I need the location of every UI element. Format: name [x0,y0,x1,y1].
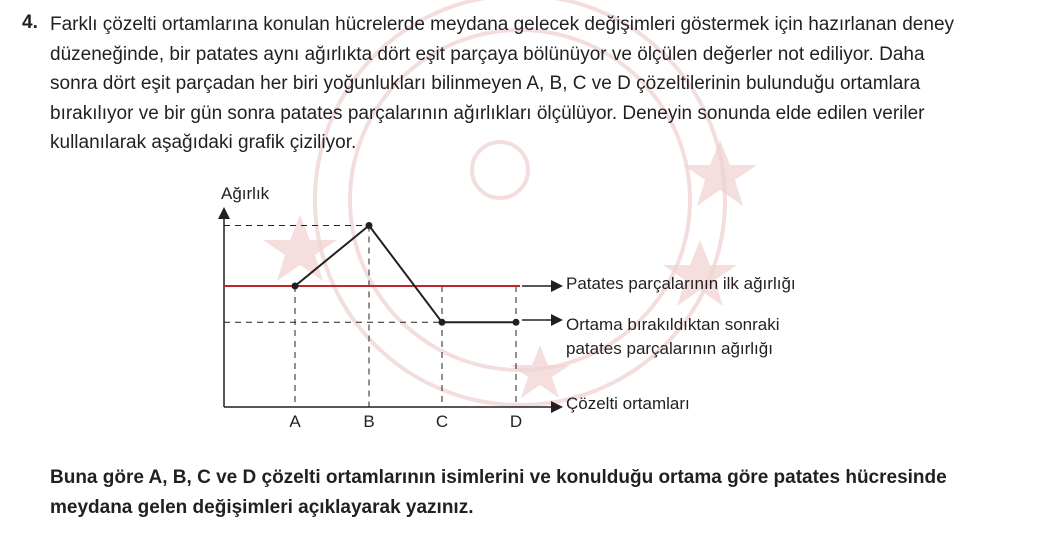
paragraph-line: bırakılıyor ve bir gün sonra patates parçalarının ağırlıkları ölçülüyor. Deneyin sonunda elde edilen veriler [50,102,925,124]
paragraph-line: düzeneğinde, bir patates aynı ağırlıkta dört eşit parçaya bölünüyor ve ölçülen değerler not ediliyor. Daha [50,43,925,65]
legend-initial-label: Patates parçalarının ilk ağırlığı [566,274,796,293]
paragraph-line: Farklı çözelti ortamlarına konulan hücrelerde meydana gelecek değişimleri göstermek için hazırlanan deney [50,14,955,35]
prompt-line: meydana gelen değişimleri açıklayarak yazınız. [50,497,474,518]
legend-after-label-line1: Ortama bırakıldıktan sonraki [566,315,780,334]
question-prompt [50,463,1050,523]
x-tick-label-c: C [435,412,449,431]
x-tick-label-d: D [509,412,523,431]
point-a [292,283,299,290]
series-after-weight-line [295,226,516,323]
x-tick-label-b: B [363,412,375,431]
point-b [366,222,373,229]
prompt-line: Buna göre A, B, C ve D çözelti ortamlarının isimlerini ve konulduğu ortama göre patates hücresinde [50,467,947,488]
paragraph-line: sonra dört eşit parçadan her biri yoğunlukları bilinmeyen A, B, C ve D çözeltilerinin bulunduğu ortamlara [50,73,921,94]
x-tick-label-a: A [289,412,301,431]
legend-after-label-line2: patates parçalarının ağırlığı [566,339,773,358]
paragraph-line: kullanılarak aşağıdaki grafik çiziliyor. [50,132,357,153]
y-axis-label: Ağırlık [221,184,270,203]
question-number: 4. [22,12,38,33]
point-c [439,319,446,326]
point-d [513,319,520,326]
x-axis-label: Çözelti ortamları [566,394,690,413]
